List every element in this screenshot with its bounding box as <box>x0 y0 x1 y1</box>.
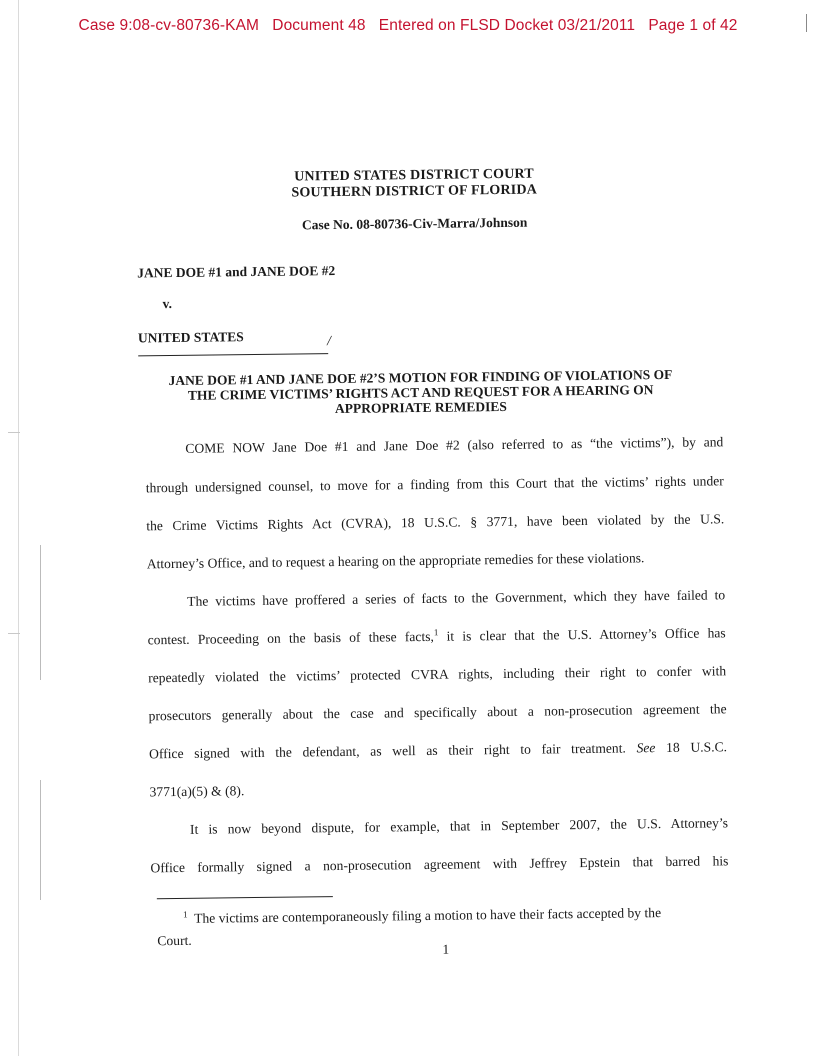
paragraph1-line: the Crime Victims Rights Act (CVRA), 18 U.S.C. § 3771, have been violated by the U.S. <box>146 511 725 534</box>
caption-defendant: UNITED STATES <box>137 329 244 346</box>
paragraph1-line: through undersigned counsel, to move for a finding from this Court that the victims’ rights under <box>145 473 724 496</box>
footnote-line <box>183 904 729 927</box>
paragraph3-line: It is now beyond dispute, for example, that in September 2007, the U.S. Attorney’s <box>189 815 729 837</box>
paragraph2-line <box>148 625 726 648</box>
case-number: Case No. 08-80736-Civ-Marra/Johnson <box>301 214 528 233</box>
footnote-marker: 1 <box>182 909 188 920</box>
citation-signal: See <box>636 740 656 756</box>
paragraph2-text: contest. Proceeding on the basis of these facts, <box>147 628 434 648</box>
motion-title-line-1: JANE DOE #1 AND JANE DOE #2’S MOTION FOR FINDING OF VIOLATIONS OF <box>168 366 673 389</box>
paragraph2-text: it is clear that the U.S. Attorney’s Office has <box>438 625 726 644</box>
paragraph2-text: 18 U.S.C. <box>655 739 728 756</box>
docket-header: Case 9:08-cv-80736-KAM Document 48 Entered on FLSD Docket 03/21/2011 Page 1 of 42 <box>78 17 738 34</box>
paragraph2-text: Office signed with the defendant, as well as their right to fair treatment. <box>148 740 637 762</box>
court-district: SOUTHERN DISTRICT OF FLORIDA <box>291 182 538 201</box>
paragraph2-line: repeatedly violated the victims’ protected CVRA rights, including their right to confer with <box>148 663 727 686</box>
page-number: 1 <box>442 941 450 957</box>
caption-rule <box>138 353 328 356</box>
paragraph2-line <box>149 739 727 762</box>
paragraph2-line: The victims have proffered a series of facts to the Government, which they have failed to <box>187 587 726 609</box>
caption-plaintiffs: JANE DOE #1 and JANE DOE #2 <box>137 263 336 281</box>
motion-title-line-2: THE CRIME VICTIMS’ RIGHTS ACT AND REQUEST FOR A HEARING ON <box>187 382 654 403</box>
paragraph1-line: COME NOW Jane Doe #1 and Jane Doe #2 (also referred to as “the victims”), by and <box>185 434 724 456</box>
footnote-line: Court. <box>157 932 192 949</box>
footnote-text: The victims are contemporaneously filing a motion to have their facts accepted by the <box>194 905 662 926</box>
paragraph2-line: 3771(a)(5) & (8). <box>149 783 245 800</box>
paragraph2-line: prosecutors generally about the case and specifically about a non-prosecution agreement the <box>148 701 727 724</box>
paragraph1-line: Attorney’s Office, and to request a hearing on the appropriate remedies for these violations. <box>146 550 645 572</box>
caption-slash: / <box>326 334 332 350</box>
paragraph3-line: Office formally signed a non-prosecution agreement with Jeffrey Epstein that barred his <box>150 853 729 876</box>
motion-title-line-3: APPROPRIATE REMEDIES <box>334 398 507 417</box>
caption-versus: v. <box>162 296 173 312</box>
court-name: UNITED STATES DISTRICT COURT <box>294 166 534 185</box>
footnote-rule <box>157 896 333 899</box>
footnote-reference: 1 <box>433 627 439 638</box>
